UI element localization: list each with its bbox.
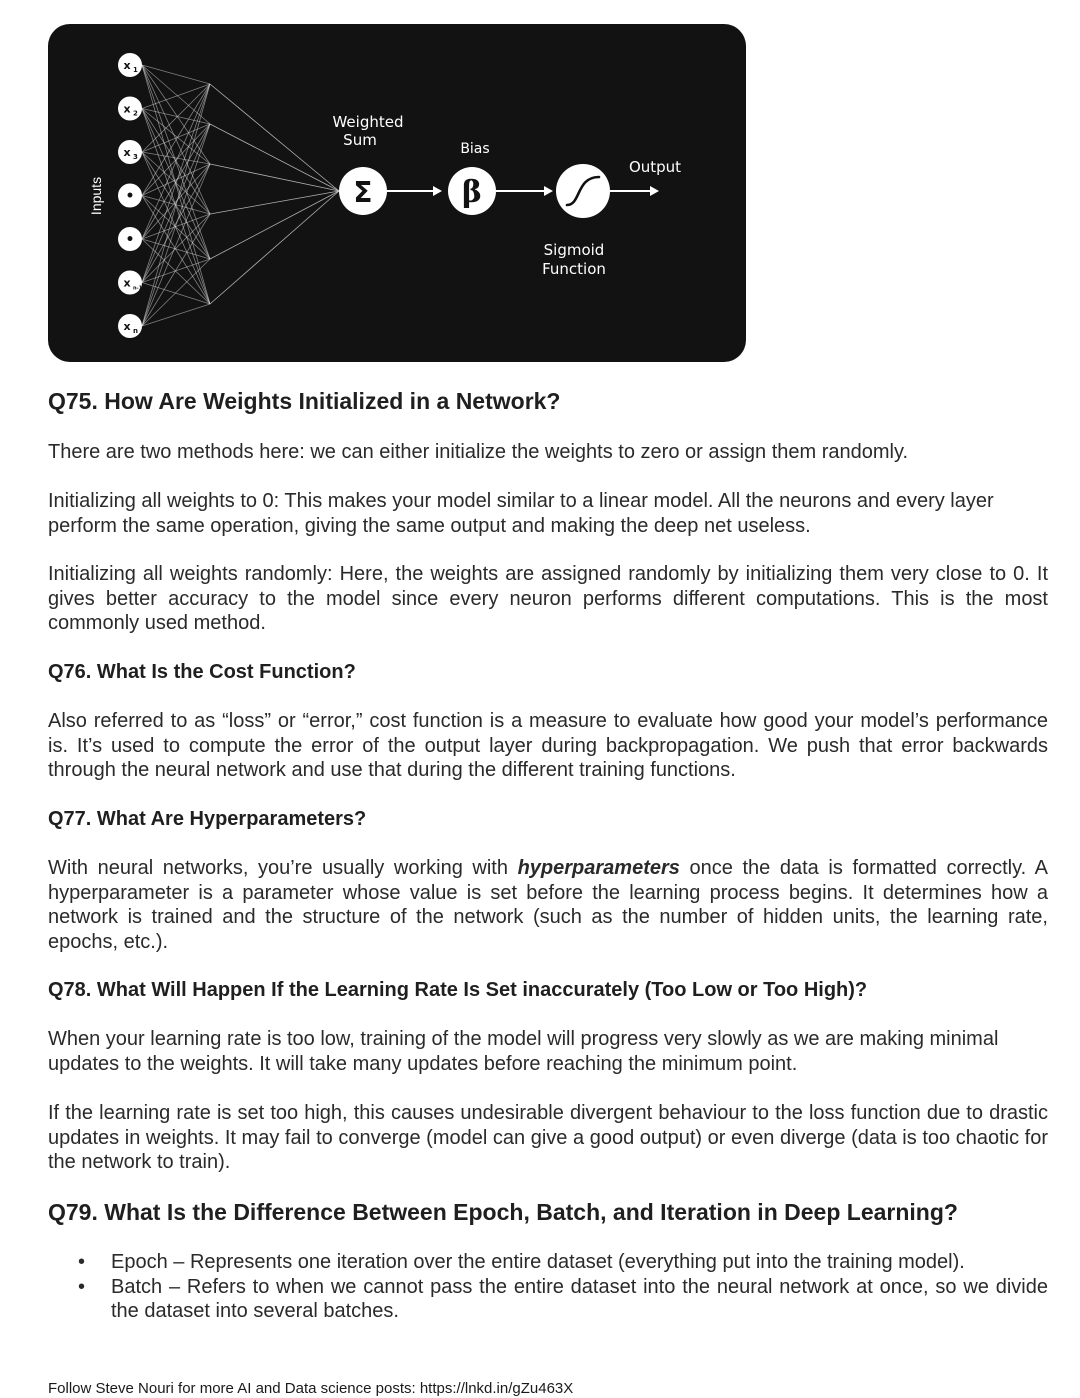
q75-paragraph-3: Initializing all weights randomly: Here, the weights are assigned randomly by initializing them very close to 0. It gives better accuracy to the model since every neuron performs different computations. This is the most commonly used method. <box>48 563 1048 634</box>
input-node-label: x <box>123 59 131 72</box>
q77-text-before: With neural networks, you’re usually working with <box>48 857 518 879</box>
connection-line <box>142 84 210 283</box>
inputs-axis-label: Inputs <box>88 176 104 216</box>
list-item <box>48 1275 1048 1324</box>
sigmoid-node <box>556 164 610 218</box>
input-node-subscript: n <box>133 327 138 335</box>
input-node-label: x <box>123 320 131 333</box>
input-node-label: x <box>123 276 131 290</box>
sigmoid-label-line2: Function <box>542 260 606 278</box>
q78-heading: Q78. What Will Happen If the Learning Rate Is Set inaccurately (Too Low or Too High)? <box>48 979 868 1001</box>
sum-to-bias-arrowhead <box>433 186 442 196</box>
connection-line <box>142 214 210 326</box>
q78-paragraph-1: When your learning rate is too low, training of the model will progress very slowly as we are making minimal updates to the weights. It will take many updates before reaching the minimum point. <box>48 1028 999 1075</box>
bias-icon: β <box>462 175 482 210</box>
connection-line <box>210 191 339 304</box>
weighted-sum-label-line1: Weighted <box>332 113 404 131</box>
output-label: Output <box>628 158 682 176</box>
bullet-text-epoch: Epoch – Represents one iteration over the entire dataset (everything put into the training model). <box>111 1251 965 1273</box>
bullet-icon: • <box>78 1251 86 1273</box>
q75-paragraph-1: There are two methods here: we can either initialize the weights to zero or assign them randomly. <box>48 441 909 463</box>
input-node-label: x <box>123 146 131 159</box>
q75-paragraph-2: Initializing all weights to 0: This makes your model similar to a linear model. All the neurons and every layer perform the same operation, giving the same output and making the deep net useless. <box>48 490 994 537</box>
sum-icon: Σ <box>353 176 373 209</box>
input-node-label: • <box>125 188 135 205</box>
q79-bullet-list <box>48 1250 1048 1324</box>
input-node-subscript: 3 <box>133 153 138 161</box>
connection-line <box>210 164 339 191</box>
q78-paragraph-2: If the learning rate is set too high, this causes undesirable divergent behaviour to the loss function due to drastic updates in weights. It may fail to converge (model can give a good output) or even diverge (data is too chaotic for the network to train). <box>48 1102 1048 1173</box>
q77-paragraph-1 <box>48 856 1048 954</box>
input-node-label: • <box>125 232 135 248</box>
input-node-label: x <box>123 102 131 116</box>
q79-heading: Q79. What Is the Difference Between Epoch, Batch, and Iteration in Deep Learning? <box>48 1199 958 1225</box>
connection-line <box>142 259 210 326</box>
list-item <box>48 1250 1048 1275</box>
q76-heading: Q76. What Is the Cost Function? <box>48 661 356 683</box>
footer-credit: Follow Steve Nouri for more AI and Data science posts: https://lnkd.in/gZu463X <box>48 1380 574 1397</box>
sigmoid-label-line1: Sigmoid <box>543 241 605 259</box>
connection-line <box>210 191 339 214</box>
input-node-subscript: n-1 <box>133 285 143 292</box>
sigmoid-to-output-arrowhead <box>650 186 659 196</box>
q76-paragraph-1: Also referred to as “loss” or “error,” cost function is a measure to evaluate how good your model’s performance is. It’s used to compute the error of the output layer during backpropagation. We push that error backwards through the neural network and use that during the different training functions. <box>48 710 1048 781</box>
q77-heading: Q77. What Are Hyperparameters? <box>48 808 367 830</box>
connection-line <box>142 164 210 326</box>
connection-line <box>210 124 339 191</box>
connection-line <box>210 84 339 191</box>
connection-mesh <box>142 65 339 326</box>
input-node-subscript: 2 <box>133 109 138 118</box>
connection-line <box>142 109 210 165</box>
q77-text-after: once the data is formatted correctly. A hyperparameter is a parameter whose value is set before the learning process begins. It determines how a network is trained and the structure of the network (such as the number of hidden units, the learning rate, epochs, etc.). <box>48 857 1048 953</box>
input-node-subscript: 1 <box>133 66 138 74</box>
q75-heading: Q75. How Are Weights Initialized in a Network? <box>48 388 561 414</box>
bullet-icon: • <box>78 1275 86 1298</box>
bullet-text-batch: Batch – Refers to when we cannot pass the entire dataset into the neural network at once, so we divide the dataset into several batches. <box>111 1275 1048 1322</box>
connection-line <box>210 191 339 259</box>
perceptron-diagram <box>48 24 746 362</box>
connection-line <box>142 65 210 84</box>
connection-line <box>142 304 210 326</box>
hyperparameters-emphasis: hyperparameters <box>517 857 680 879</box>
perceptron-svg <box>48 24 746 362</box>
bias-label: Bias <box>460 141 490 157</box>
connection-line <box>142 214 210 239</box>
connection-line <box>142 124 210 326</box>
bias-to-sigmoid-arrowhead <box>544 186 553 196</box>
input-nodes <box>118 53 143 338</box>
weighted-sum-label-line2: Sum <box>343 131 377 149</box>
